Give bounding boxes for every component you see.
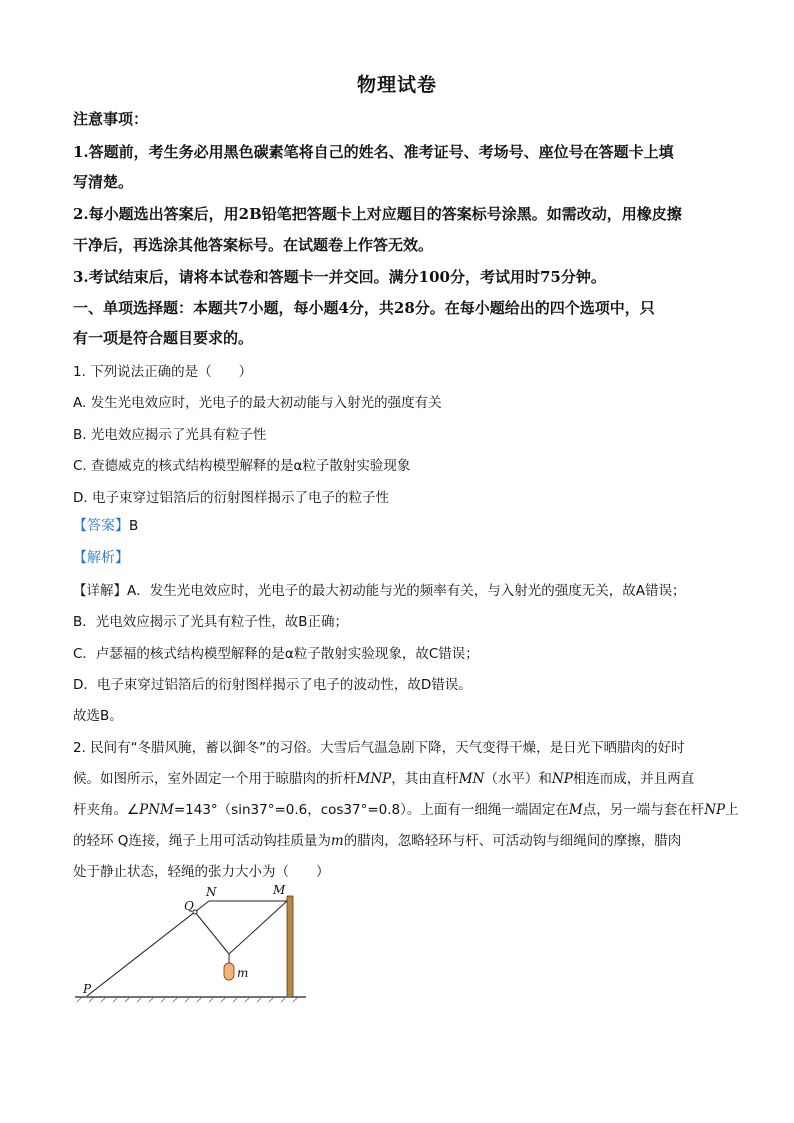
label-m: M [273,883,286,897]
notice-item-1b: 写清楚。 [73,173,134,191]
q2-var-np: NP [551,771,573,787]
q2-text-3b: =143°（sin37°=0.6，cos37°=0.8）。上面有一细绳一端固定在 [173,802,569,818]
q1-answer [73,515,138,535]
vertical-post [287,896,293,997]
bent-rod-diagram [70,880,315,1005]
q2-text-4a: 的轻环 Q连接，绳子上用可活动钩挂质量为 [73,833,331,849]
notice-item-3: 3.考试结束后，请将本试卷和答题卡一并交回。满分100分，考试用时75分钟。 [73,268,606,286]
q2-var-pnm: PNM [139,802,174,818]
q2-text-4b: 的腊肉，忽略轻环与杆、可活动钩与细绳间的摩擦，腊肉 [343,833,682,849]
q1-analysis [73,547,129,567]
section-heading-line-1: 一、单项选择题：本题共7小题，每小题4分，共28分。在每小题给出的四个选项中，只 [73,299,655,317]
q2-line-3 [73,798,739,818]
q2-text-3c: 点，另一端与套在杆 [582,802,705,818]
label-p: P [83,982,92,996]
page-title: 物理试卷 [356,74,437,96]
detail-text-a: A．发生光电效应时，光电子的最大初动能与光的频率有关，与入射光的强度无关，故A错误； [127,583,686,599]
ground-hatch [77,997,298,1002]
answer-value: B [129,518,139,534]
notice-item-2a: 2.每小题选出答案后，用2B铅笔把答题卡上对应题目的答案标号涂黑。如需改动，用橡皮擦 [73,205,682,223]
q2-var-np-2: NP [704,802,726,818]
q2-figure [70,880,315,1005]
label-n: N [206,885,217,899]
label-mass: m [237,966,249,980]
analysis-tag: 【解析】 [73,550,129,566]
q1-detail-line-b: B．光电效应揭示了光具有粒子性，故B正确； [73,614,349,630]
q2-text-3d: 上 [725,802,739,818]
q1-detail-line-a [73,579,685,599]
q2-var-mass: m [330,833,344,849]
label-q: Q [184,899,194,913]
q1-option-c: C. 查德威克的核式结构模型解释的是α粒子散射实验现象 [73,458,411,474]
q2-line-2 [73,767,694,787]
notice-item-1a: 1.答题前，考生务必用黑色碳素笔将自己的姓名、准考证号、考场号、座位号在答题卡上填 [73,143,674,161]
q2-var-m-point: M [568,802,583,818]
q2-line-5: 处于静止状态，轻绳的张力大小为（ ） [73,864,330,880]
q2-line-4 [73,829,681,849]
notice-heading: 注意事项： [73,110,149,128]
q2-text-3a: 杆夹角。∠ [73,802,140,818]
q2-text-2d: 相连而成，并且两直 [572,771,695,787]
answer-tag: 【答案】 [73,518,129,534]
q1-stem: 1. 下列说法正确的是（ ） [73,364,253,380]
rope-left [195,912,229,954]
q2-var-mn: MN [458,771,485,787]
q2-line-1: 2. 民间有“冬腊风腌，蓄以御冬”的习俗。大雪后气温急剧下降，天气变得干燥，是日光下晒腊肉的好时 [73,740,685,756]
q1-detail-line-c: C．卢瑟福的核式结构模型解释的是α粒子散射实验现象，故C错误； [73,646,479,662]
q2-var-mnp: MNP [356,771,392,787]
q2-text-2a: 候。如图所示，室外固定一个用于晾腊肉的折杆 [73,771,357,787]
rod-np [87,901,209,996]
section-heading-line-2: 有一项是符合题目要求的。 [73,329,254,347]
notice-item-2b: 干净后，再选涂其他答案标号。在试题卷上作答无效。 [73,236,434,254]
q1-conclusion: 故选B。 [73,708,123,724]
meat-icon [224,963,234,980]
q1-detail-line-d: D．电子束穿过铝箔后的衍射图样揭示了电子的波动性，故D错误。 [73,677,472,693]
detail-tag: 【详解】 [73,583,127,599]
q1-option-b: B. 光电效应揭示了光具有粒子性 [73,427,267,443]
q1-option-a: A. 发生光电效应时，光电子的最大初动能与入射光的强度有关 [73,395,442,411]
rope-right [229,901,287,954]
q2-text-2b: ，其由直杆 [391,771,459,787]
q1-option-d: D. 电子束穿过铝箔后的衍射图样揭示了电子的粒子性 [73,490,389,506]
q2-text-2c: （水平）和 [484,771,552,787]
